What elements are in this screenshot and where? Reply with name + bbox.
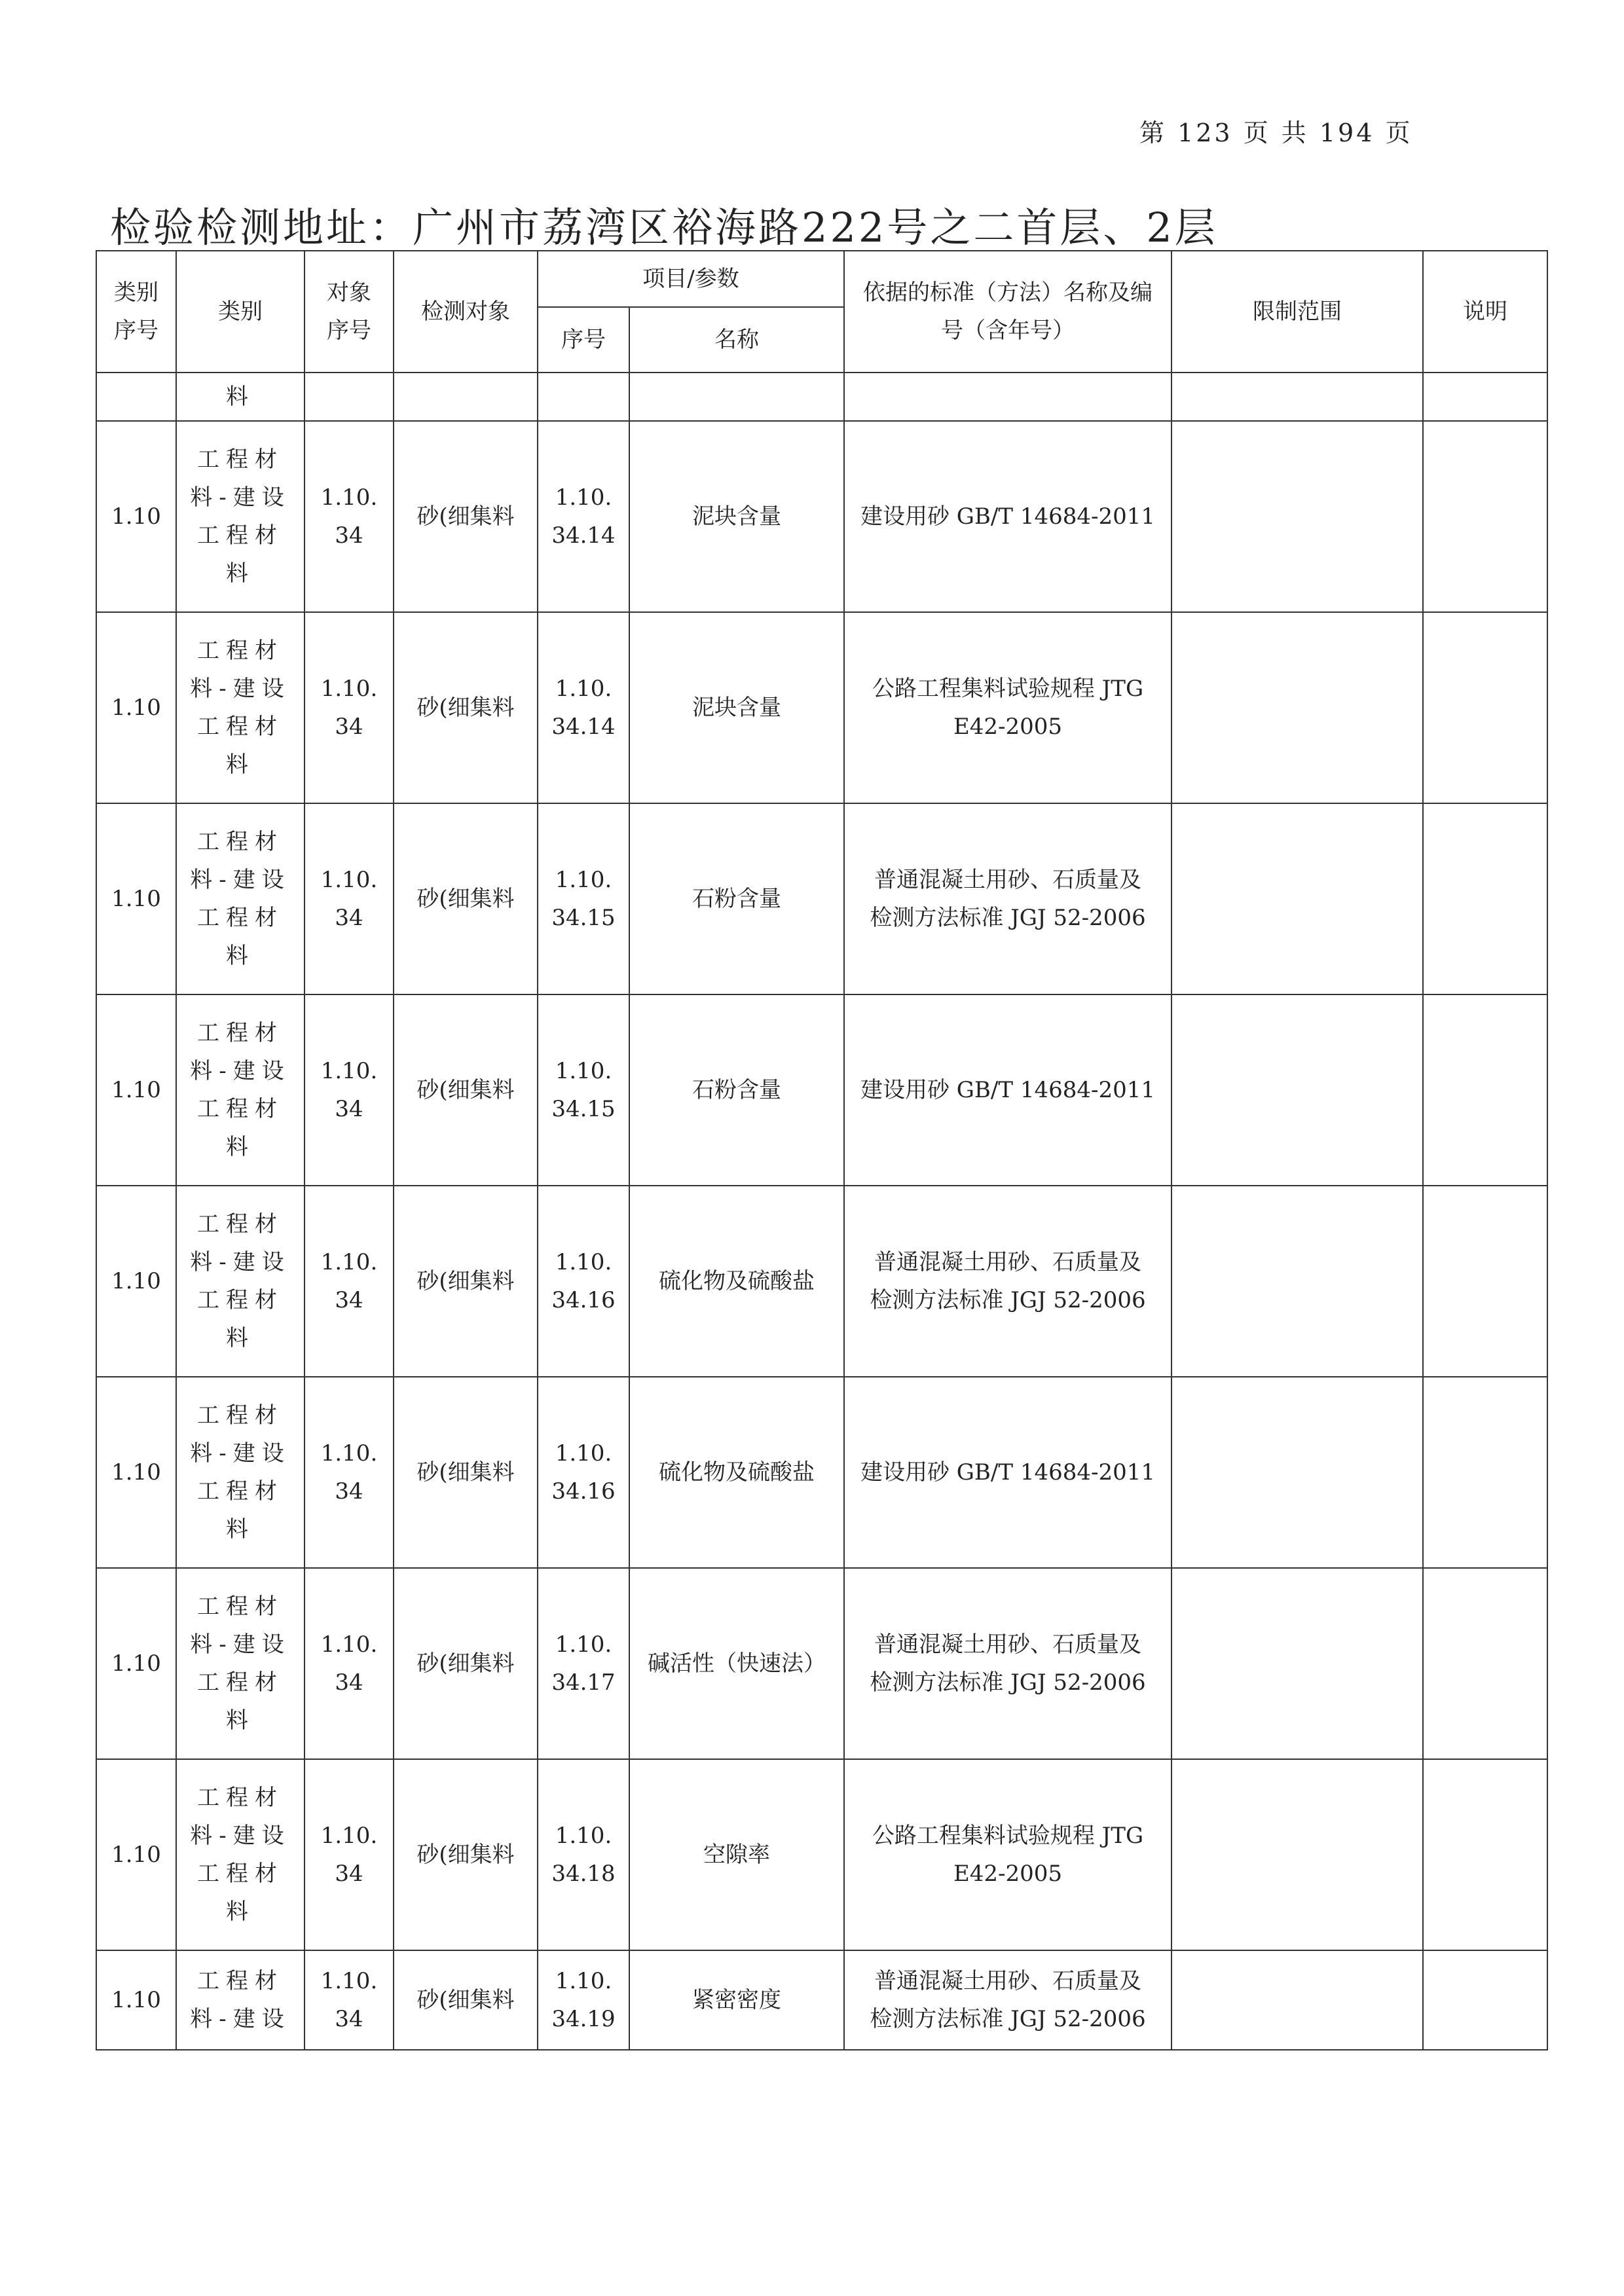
cell-category-no: 1.10 — [96, 1568, 176, 1759]
cell-object-no: 1.10. 34 — [304, 1759, 394, 1950]
header-item-no: 序号 — [538, 307, 629, 373]
cell-limit — [1172, 421, 1423, 612]
cell-standard — [844, 373, 1172, 421]
cell-object: 砂(细集料 — [394, 994, 538, 1186]
cell-category-no: 1.10 — [96, 421, 176, 612]
cell-category: 工程材 料-建设 工程材 料 — [176, 421, 304, 612]
cell-object: 砂(细集料 — [394, 1568, 538, 1759]
cell-note — [1423, 612, 1547, 803]
cell-note — [1423, 1186, 1547, 1377]
cell-object-no: 1.10. 34 — [304, 612, 394, 803]
cell-item-name — [629, 373, 844, 421]
table-row — [96, 1950, 1547, 2050]
cell-note — [1423, 1568, 1547, 1759]
cell-item-no: 1.10. 34.17 — [538, 1568, 629, 1759]
cell-note — [1423, 1377, 1547, 1568]
cell-object-no — [304, 373, 394, 421]
cell-object-no: 1.10. 34 — [304, 1377, 394, 1568]
cell-item-no: 1.10. 34.19 — [538, 1950, 629, 2050]
cell-object-no: 1.10. 34 — [304, 1568, 394, 1759]
cell-standard: 公路工程集料试验规程 JTG E42-2005 — [844, 612, 1172, 803]
cell-item-no: 1.10. 34.16 — [538, 1377, 629, 1568]
cell-item-no: 1.10. 34.18 — [538, 1759, 629, 1950]
cell-object-no: 1.10. 34 — [304, 1186, 394, 1377]
cell-category-no: 1.10 — [96, 1186, 176, 1377]
cell-object-no: 1.10. 34 — [304, 994, 394, 1186]
header-limit: 限制范围 — [1172, 251, 1423, 373]
cell-standard: 普通混凝土用砂、石质量及 检测方法标准 JGJ 52-2006 — [844, 1568, 1172, 1759]
cell-note — [1423, 373, 1547, 421]
cell-object-no: 1.10. 34 — [304, 421, 394, 612]
cell-item-no: 1.10. 34.16 — [538, 1186, 629, 1377]
cell-item-name: 石粉含量 — [629, 803, 844, 994]
cell-limit — [1172, 1759, 1423, 1950]
scope-table — [96, 250, 1548, 2050]
table-row — [96, 1186, 1547, 1377]
cell-object: 砂(细集料 — [394, 1186, 538, 1377]
cell-note — [1423, 1950, 1547, 2050]
cell-standard: 建设用砂 GB/T 14684-2011 — [844, 421, 1172, 612]
cell-standard: 公路工程集料试验规程 JTG E42-2005 — [844, 1759, 1172, 1950]
cell-limit — [1172, 1568, 1423, 1759]
cell-note — [1423, 803, 1547, 994]
cell-category: 工程材 料-建设 工程材 料 — [176, 1377, 304, 1568]
cell-category-no: 1.10 — [96, 1759, 176, 1950]
cell-category: 工程材 料-建设 工程材 料 — [176, 1759, 304, 1950]
cell-limit — [1172, 1377, 1423, 1568]
cell-item-name: 碱活性（快速法） — [629, 1568, 844, 1759]
cell-item-no: 1.10. 34.15 — [538, 994, 629, 1186]
continuation-row — [96, 373, 1547, 421]
cell-object — [394, 373, 538, 421]
cell-category-no: 1.10 — [96, 1377, 176, 1568]
cell-object: 砂(细集料 — [394, 803, 538, 994]
table-row — [96, 1377, 1547, 1568]
table-row — [96, 1759, 1547, 1950]
cell-standard: 普通混凝土用砂、石质量及 检测方法标准 JGJ 52-2006 — [844, 1186, 1172, 1377]
cell-category: 工程材 料-建设 工程材 料 — [176, 612, 304, 803]
cell-item-name: 硫化物及硫酸盐 — [629, 1377, 844, 1568]
cell-item-name: 石粉含量 — [629, 994, 844, 1186]
cell-limit — [1172, 994, 1423, 1186]
cell-standard: 建设用砂 GB/T 14684-2011 — [844, 994, 1172, 1186]
table-row — [96, 1568, 1547, 1759]
cell-object: 砂(细集料 — [394, 1950, 538, 2050]
cell-category-no: 1.10 — [96, 994, 176, 1186]
cell-category: 工程材 料-建设 工程材 料 — [176, 1568, 304, 1759]
cell-object: 砂(细集料 — [394, 612, 538, 803]
header-row — [96, 251, 1547, 307]
cell-item-name: 紧密密度 — [629, 1950, 844, 2050]
cell-category: 工程材 料-建设 工程材 料 — [176, 1186, 304, 1377]
page-number: 第 123 页 共 194 页 — [1139, 118, 1413, 147]
header-object-no: 对象 序号 — [304, 251, 394, 373]
cell-item-name: 硫化物及硫酸盐 — [629, 1186, 844, 1377]
cell-item-name: 泥块含量 — [629, 612, 844, 803]
cell-note — [1423, 1759, 1547, 1950]
cell-limit — [1172, 1186, 1423, 1377]
cell-object-no: 1.10. 34 — [304, 803, 394, 994]
cell-standard: 普通混凝土用砂、石质量及 检测方法标准 JGJ 52-2006 — [844, 803, 1172, 994]
inspection-address: 检验检测地址：广州市荔湾区裕海路222号之二首层、2层 — [110, 204, 1218, 251]
cell-object: 砂(细集料 — [394, 421, 538, 612]
cell-object: 砂(细集料 — [394, 1759, 538, 1950]
header-category: 类别 — [176, 251, 304, 373]
cell-item-name: 空隙率 — [629, 1759, 844, 1950]
cell-category: 料 — [176, 373, 304, 421]
cell-category-no — [96, 373, 176, 421]
cell-limit — [1172, 1950, 1423, 2050]
cell-note — [1423, 421, 1547, 612]
cell-item-no — [538, 373, 629, 421]
cell-object-no: 1.10. 34 — [304, 1950, 394, 2050]
cell-note — [1423, 994, 1547, 1186]
cell-item-no: 1.10. 34.14 — [538, 612, 629, 803]
header-item-param: 项目/参数 — [538, 251, 844, 307]
cell-limit — [1172, 373, 1423, 421]
cell-category: 工程材 料-建设 — [176, 1950, 304, 2050]
cell-category-no: 1.10 — [96, 1950, 176, 2050]
cell-category: 工程材 料-建设 工程材 料 — [176, 803, 304, 994]
cell-item-name: 泥块含量 — [629, 421, 844, 612]
table-row — [96, 803, 1547, 994]
header-item-name: 名称 — [629, 307, 844, 373]
header-object: 检测对象 — [394, 251, 538, 373]
cell-category-no: 1.10 — [96, 612, 176, 803]
cell-category: 工程材 料-建设 工程材 料 — [176, 994, 304, 1186]
header-category-no: 类别 序号 — [96, 251, 176, 373]
cell-item-no: 1.10. 34.15 — [538, 803, 629, 994]
table-row — [96, 612, 1547, 803]
cell-limit — [1172, 803, 1423, 994]
cell-standard: 建设用砂 GB/T 14684-2011 — [844, 1377, 1172, 1568]
cell-limit — [1172, 612, 1423, 803]
table-row — [96, 994, 1547, 1186]
cell-object: 砂(细集料 — [394, 1377, 538, 1568]
cell-category-no: 1.10 — [96, 803, 176, 994]
cell-standard: 普通混凝土用砂、石质量及 检测方法标准 JGJ 52-2006 — [844, 1950, 1172, 2050]
header-note: 说明 — [1423, 251, 1547, 373]
header-standard: 依据的标准（方法）名称及编号（含年号） — [844, 251, 1172, 373]
table-row — [96, 421, 1547, 612]
cell-item-no: 1.10. 34.14 — [538, 421, 629, 612]
